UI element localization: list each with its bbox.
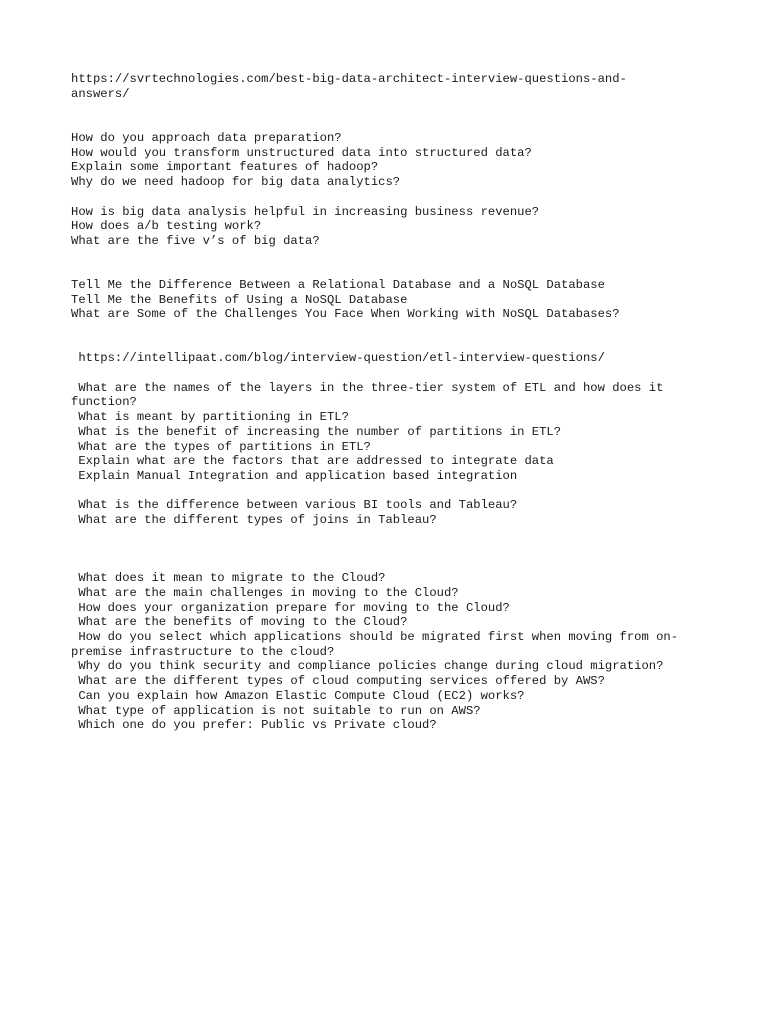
question-line: What type of application is not suitable to run on AWS? bbox=[71, 704, 481, 718]
question-line: What are the different types of cloud computing services offered by AWS? bbox=[71, 674, 605, 688]
question-line: What are the different types of joins in Tableau? bbox=[71, 513, 437, 527]
question-line: What are the types of partitions in ETL? bbox=[71, 440, 371, 454]
question-line: What is the benefit of increasing the number of partitions in ETL? bbox=[71, 425, 562, 439]
question-line: What are the five v’s of big data? bbox=[71, 234, 320, 248]
question-line: What is meant by partitioning in ETL? bbox=[71, 410, 349, 424]
question-line: What are the names of the layers in the three-tier system of ETL and how does it bbox=[71, 381, 664, 395]
question-line: What are the main challenges in moving to the Cloud? bbox=[71, 586, 459, 600]
question-line: Explain some important features of hadoop? bbox=[71, 160, 379, 174]
question-line: Explain what are the factors that are addressed to integrate data bbox=[71, 454, 554, 468]
question-line: How does your organization prepare for moving to the Cloud? bbox=[71, 601, 510, 615]
question-line: How do you select which applications should be migrated first when moving from on- bbox=[71, 630, 679, 644]
question-line: Why do you think security and compliance policies change during cloud migration? bbox=[71, 659, 664, 673]
question-line: What are the benefits of moving to the Cloud? bbox=[71, 615, 408, 629]
question-line-continuation: function? bbox=[71, 395, 137, 409]
source-url-line-1: https://svrtechnologies.com/best-big-data-architect-interview-questions-and- bbox=[71, 72, 627, 86]
question-line: What does it mean to migrate to the Cloud? bbox=[71, 571, 386, 585]
question-line: How does a/b testing work? bbox=[71, 219, 262, 233]
source-url-line: https://intellipaat.com/blog/interview-question/etl-interview-questions/ bbox=[71, 351, 605, 365]
source-url-line-2: answers/ bbox=[71, 87, 130, 101]
question-line: Explain Manual Integration and application based integration bbox=[71, 469, 518, 483]
question-line: How is big data analysis helpful in increasing business revenue? bbox=[71, 205, 540, 219]
question-line: How do you approach data preparation? bbox=[71, 131, 342, 145]
question-line: Which one do you prefer: Public vs Private cloud? bbox=[71, 718, 437, 732]
question-line-continuation: premise infrastructure to the cloud? bbox=[71, 645, 335, 659]
question-line: What is the difference between various BI tools and Tableau? bbox=[71, 498, 518, 512]
question-line: How would you transform unstructured data into structured data? bbox=[71, 146, 532, 160]
question-line: Tell Me the Benefits of Using a NoSQL Database bbox=[71, 293, 408, 307]
question-line: Tell Me the Difference Between a Relational Database and a NoSQL Database bbox=[71, 278, 605, 292]
question-line: Why do we need hadoop for big data analytics? bbox=[71, 175, 401, 189]
question-line: Can you explain how Amazon Elastic Compute Cloud (EC2) works? bbox=[71, 689, 525, 703]
question-line: What are Some of the Challenges You Face When Working with NoSQL Databases? bbox=[71, 307, 620, 321]
